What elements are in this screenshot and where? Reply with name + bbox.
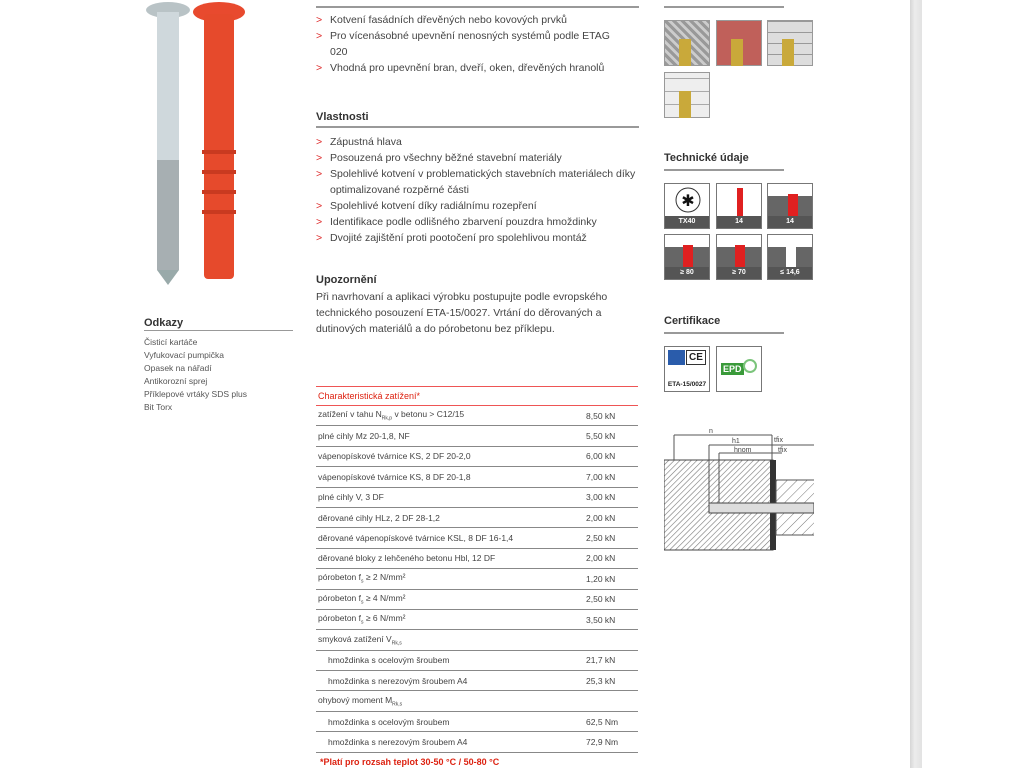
material-sandlime-image xyxy=(767,20,813,66)
row-label: plné cihly Mz 20-1,8, NF xyxy=(316,426,584,446)
table-row xyxy=(316,548,638,568)
divider xyxy=(664,169,784,171)
row-label: plné cihly V, 3 DF xyxy=(316,487,584,507)
table-row xyxy=(316,569,638,589)
row-value: 25,3 kN xyxy=(584,671,638,691)
row-value xyxy=(584,630,638,650)
row-value: 72,9 Nm xyxy=(584,732,638,752)
row-value: 21,7 kN xyxy=(584,650,638,670)
row-label: pórobeton $f_s \ge 6$ N/mm² xyxy=(316,609,584,629)
table-row xyxy=(316,487,638,507)
divider xyxy=(316,126,639,128)
list-item: > Zápustná hlava xyxy=(316,134,636,150)
row-value: 8,50 kN xyxy=(584,406,638,426)
row-value: 6,00 kN xyxy=(584,446,638,466)
footnote: *Platí pro rozsah teplot 30-50 °C / 50-80 °C xyxy=(320,757,500,767)
links-title: Odkazy xyxy=(144,317,184,329)
row-label: pórobeton $f_s \ge 2$ N/mm² xyxy=(316,569,584,589)
table-row xyxy=(316,732,638,752)
material-brick-image xyxy=(716,20,762,66)
links-list xyxy=(144,336,247,414)
row-label: hmoždinka s nerezovým šroubem A4 xyxy=(316,732,584,752)
list-item: > Pro vícenásobné upevnění nenosných systémů podle ETAG 020 xyxy=(316,28,616,60)
diagram-label: tfix xyxy=(774,437,783,444)
row-value: 3,50 kN xyxy=(584,609,638,629)
diagram-label: h1 xyxy=(732,438,740,445)
table-row xyxy=(316,528,638,548)
row-value: 2,00 kN xyxy=(584,507,638,527)
table-row xyxy=(316,446,638,466)
table-row xyxy=(316,650,638,670)
product-image-screw-and-plug xyxy=(144,0,250,288)
ce-mark: CE xyxy=(686,350,706,365)
row-label: děrované bloky z lehčeného betonu Hbl, 12 DF xyxy=(316,548,584,568)
eu-flag-icon xyxy=(668,350,685,365)
table-row xyxy=(316,630,638,650)
epd-certificate-badge xyxy=(716,346,762,392)
row-label: hmoždinka s ocelovým šroubem xyxy=(316,711,584,731)
table-row xyxy=(316,671,638,691)
row-value: 62,5 Nm xyxy=(584,711,638,731)
link-item[interactable]: Vyfukovací pumpička xyxy=(144,350,224,360)
load-table xyxy=(316,386,638,753)
list-item: > Dvojité zajištění proti pootočení pro spolehlivou montáž xyxy=(316,230,636,246)
list-item: > Identifikace podle odlišného zbarvení pouzdra hmoždinky xyxy=(316,214,636,230)
row-value: 7,00 kN xyxy=(584,467,638,487)
icon-value: 14 xyxy=(717,216,761,228)
anchorage-depth-icon xyxy=(716,234,762,280)
svg-text:✱: ✱ xyxy=(681,193,695,210)
list-item: > Posouzená pro všechny běžné stavební materiály xyxy=(316,150,636,166)
diagram-label: tfix xyxy=(778,447,787,454)
material-concrete-image xyxy=(664,20,710,66)
row-label: hmoždinka s ocelovým šroubem xyxy=(316,650,584,670)
eta-number: ETA-15/0027 xyxy=(667,381,707,388)
icon-value: ≥ 70 xyxy=(717,267,761,279)
clearance-hole-icon xyxy=(767,234,813,280)
cert-title: Certifikace xyxy=(664,315,721,327)
installation-diagram xyxy=(664,425,814,555)
row-value xyxy=(584,691,638,711)
diagram-label: n xyxy=(709,428,713,435)
table-row xyxy=(316,691,638,711)
table-row xyxy=(316,609,638,629)
link-item[interactable]: Opasek na nářadí xyxy=(144,363,212,373)
row-value: 2,50 kN xyxy=(584,528,638,548)
table-row xyxy=(316,406,638,426)
list-item: > Kotvení fasádních dřevěných nebo kovových prvků xyxy=(316,12,636,28)
row-label: děrované vápenopískové tvárnice KSL, 8 DF 16-1,4 xyxy=(316,528,584,548)
icon-value: ≥ 80 xyxy=(665,267,709,279)
row-label: vápenopískové tvárnice KS, 2 DF 20-2,0 xyxy=(316,446,584,466)
row-label: vápenopískové tvárnice KS, 8 DF 20-1,8 xyxy=(316,467,584,487)
torx-drive-icon xyxy=(664,183,710,229)
warning-title: Upozornění xyxy=(316,274,377,286)
row-value: 5,50 kN xyxy=(584,426,638,446)
icon-value: TX40 xyxy=(665,216,709,228)
table-row xyxy=(316,711,638,731)
icon-value: ≤ 14,6 xyxy=(768,267,812,279)
ce-certificate-badge xyxy=(664,346,710,392)
row-label: pórobeton $f_s \ge 4$ N/mm² xyxy=(316,589,584,609)
epd-mark: EPD xyxy=(723,364,742,374)
table-header: Charakteristická zatížení* xyxy=(316,387,638,406)
link-item[interactable]: Bit Torx xyxy=(144,402,173,412)
list-item: > Spolehlivé kotvení díky radiálnímu rozepření xyxy=(316,198,636,214)
scrollbar-gutter xyxy=(910,0,922,768)
row-label: zatížení v tahu $N_{Rk,p}$ v betonu > C12/15 xyxy=(316,406,584,426)
nominal-diameter-icon xyxy=(767,183,813,229)
divider xyxy=(144,330,293,331)
list-item: > Vhodná pro upevnění bran, dveří, oken, dřevěných hranolů xyxy=(316,60,636,76)
properties-list xyxy=(316,134,636,246)
link-item[interactable]: Antikorozní sprej xyxy=(144,376,208,386)
warning-text: Při navrhovaní a aplikaci výrobku postupujte podle evropského technického posouzení ETA-15/0027. Vrtání do děrovaných a dutinových materiálů a do pórobetonu bez příklepu. xyxy=(316,291,608,335)
row-label: hmoždinka s nerezovým šroubem A4 xyxy=(316,671,584,691)
diagram-label: hnom xyxy=(734,447,752,454)
row-value: 3,00 kN xyxy=(584,487,638,507)
divider xyxy=(664,6,784,8)
table-row xyxy=(316,507,638,527)
icon-value: 14 xyxy=(768,216,812,228)
tech-title: Technické údaje xyxy=(664,152,749,164)
link-item[interactable]: Příklepové vrtáky SDS plus xyxy=(144,389,247,399)
properties-title: Vlastnosti xyxy=(316,111,369,123)
material-aerated-concrete-image xyxy=(664,72,710,118)
row-label: ohybový moment $M_{Rk,s}$ xyxy=(316,691,584,711)
list-item: > Spolehlivé kotvení v problematických stavebních materiálech díky optimalizované rozpěrné části xyxy=(316,166,636,198)
use-list xyxy=(316,12,636,76)
drill-diameter-icon xyxy=(716,183,762,229)
divider xyxy=(316,6,639,8)
drill-depth-icon xyxy=(664,234,710,280)
table-row xyxy=(316,467,638,487)
table-row xyxy=(316,589,638,609)
row-label: děrované cihly HLz, 2 DF 28-1,2 xyxy=(316,507,584,527)
link-item[interactable]: Čisticí kartáče xyxy=(144,337,198,347)
row-value: 2,00 kN xyxy=(584,548,638,568)
row-value: 2,50 kN xyxy=(584,589,638,609)
table-row xyxy=(316,426,638,446)
divider xyxy=(664,332,784,334)
row-label: smyková zatížení $V_{Rk,s}$ xyxy=(316,630,584,650)
row-value: 1,20 kN xyxy=(584,569,638,589)
